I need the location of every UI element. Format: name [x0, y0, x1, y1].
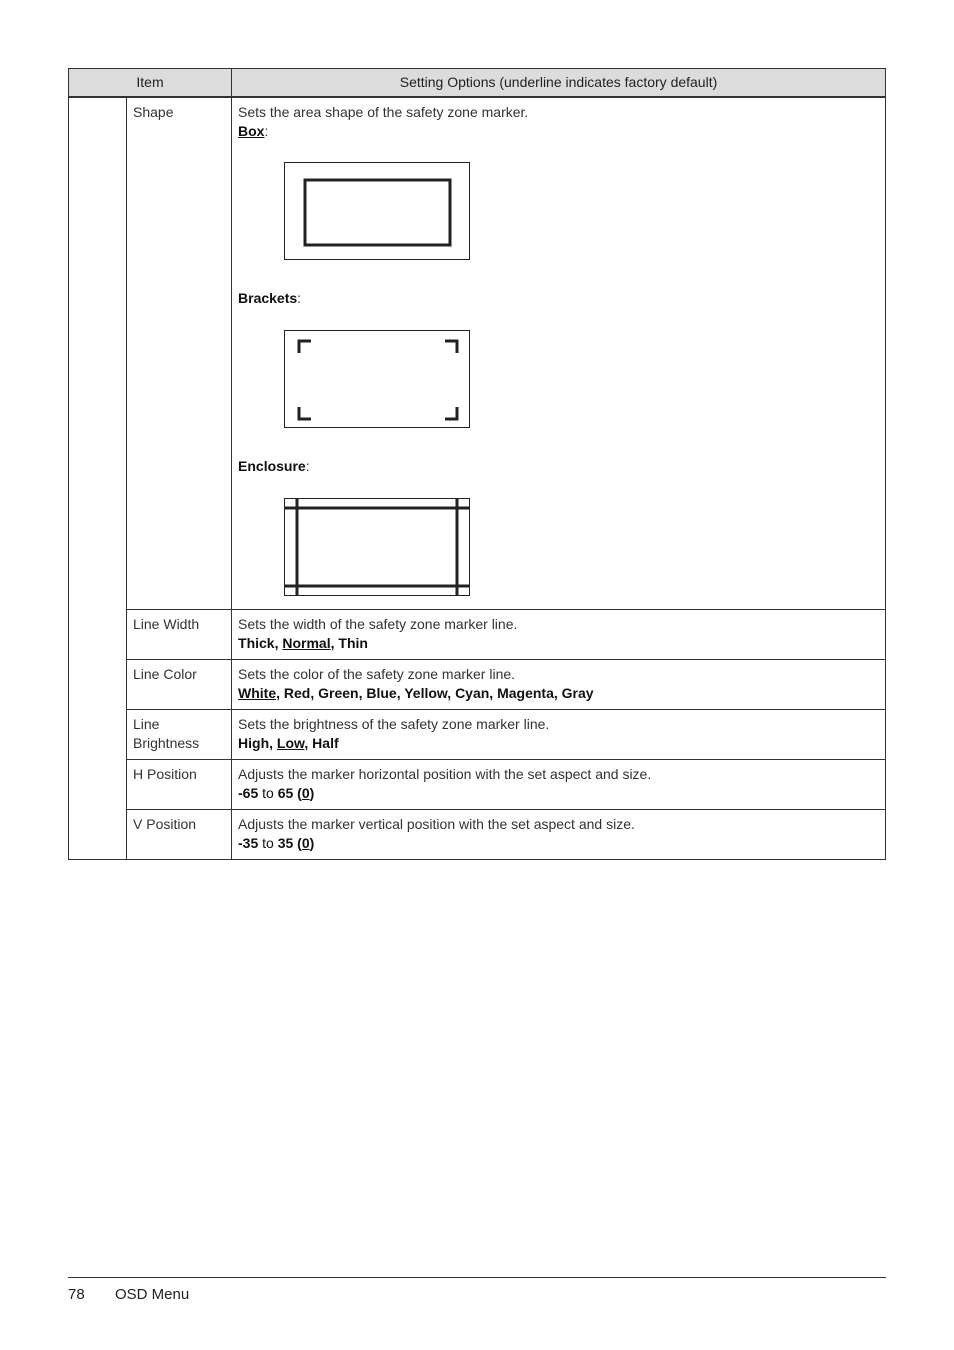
item-line-brightness	[127, 709, 232, 759]
table-row-line-brightness	[69, 709, 886, 759]
enclosure-marker-figure	[284, 498, 470, 596]
option-low-default: Low	[276, 734, 305, 751]
table-row-line-width	[69, 609, 886, 659]
item-line-brightness-l1: Line	[133, 715, 160, 732]
line-color-description: Sets the color of the safety zone marker line.	[238, 665, 516, 682]
options-h-position	[232, 759, 886, 809]
options-line-width	[232, 609, 886, 659]
options-line-color	[232, 659, 886, 709]
h-default: 0	[301, 784, 310, 801]
enclosure-marker-icon	[285, 499, 469, 595]
footer-divider	[68, 1277, 886, 1278]
table-row-h-position	[69, 759, 886, 809]
v-default: 0	[301, 834, 310, 851]
table-row-line-color	[69, 659, 886, 709]
header-item: Item	[69, 69, 232, 98]
option-other-colors: , Red, Green, Blue, Yellow, Cyan, Magenta, Gray	[276, 684, 594, 701]
brackets-marker-figure	[284, 330, 470, 428]
h-position-range: -65 to 65 (0)	[238, 784, 315, 801]
box-marker-icon	[285, 163, 469, 259]
box-option	[238, 122, 879, 141]
option-high: High	[238, 734, 270, 751]
option-thin: Thin	[338, 634, 368, 651]
h-to: to	[262, 784, 274, 801]
line-brightness-description: Sets the brightness of the safety zone marker line.	[238, 715, 550, 732]
options-v-position	[232, 809, 886, 859]
colon: :	[305, 458, 310, 474]
table-row-v-position	[69, 809, 886, 859]
brackets-marker-icon	[285, 331, 469, 427]
item-line-color: Line Color	[127, 659, 232, 709]
colon: :	[264, 123, 269, 139]
enclosure-label: Enclosure	[238, 458, 306, 474]
table-row-shape	[69, 97, 886, 609]
table-header-row	[69, 69, 886, 98]
h-position-description: Adjusts the marker horizontal position with the set aspect and size.	[238, 765, 652, 782]
blank-group-cell	[69, 97, 127, 859]
enclosure-option	[238, 457, 879, 476]
options-shape	[232, 97, 886, 609]
v-to: to	[262, 834, 274, 851]
page-footer	[68, 1286, 189, 1303]
header-options: Setting Options (underline indicates factory default)	[232, 69, 886, 98]
item-line-brightness-l2: Brightness	[133, 734, 200, 751]
section-title: OSD Menu	[115, 1286, 190, 1303]
item-shape: Shape	[127, 97, 232, 609]
h-max: 65	[277, 784, 294, 801]
v-position-description: Adjusts the marker vertical position with the set aspect and size.	[238, 815, 635, 832]
options-line-brightness	[232, 709, 886, 759]
brackets-option	[238, 289, 879, 308]
shape-description: Sets the area shape of the safety zone marker.	[238, 104, 529, 120]
line-width-description: Sets the width of the safety zone marker line.	[238, 615, 518, 632]
v-position-range: -35 to 35 (0)	[238, 834, 315, 851]
colon: :	[297, 290, 302, 306]
brackets-label: Brackets	[238, 290, 298, 306]
box-label: Box	[238, 123, 265, 139]
option-normal-default: Normal	[282, 634, 331, 651]
v-max: 35	[277, 834, 294, 851]
box-marker-figure	[284, 162, 470, 260]
page-number: 78	[68, 1286, 85, 1303]
option-white-default: White	[238, 684, 277, 701]
item-h-position: H Position	[127, 759, 232, 809]
item-v-position: V Position	[127, 809, 232, 859]
line-width-options: Thick, Normal, Thin	[238, 634, 368, 651]
option-thick: Thick	[238, 634, 275, 651]
line-color-options	[238, 684, 879, 703]
h-min: -65	[238, 784, 259, 801]
v-min: -35	[238, 834, 259, 851]
settings-table	[68, 68, 886, 860]
option-half: Half	[312, 734, 339, 751]
line-brightness-options: High, Low, Half	[238, 734, 339, 751]
item-line-width: Line Width	[127, 609, 232, 659]
